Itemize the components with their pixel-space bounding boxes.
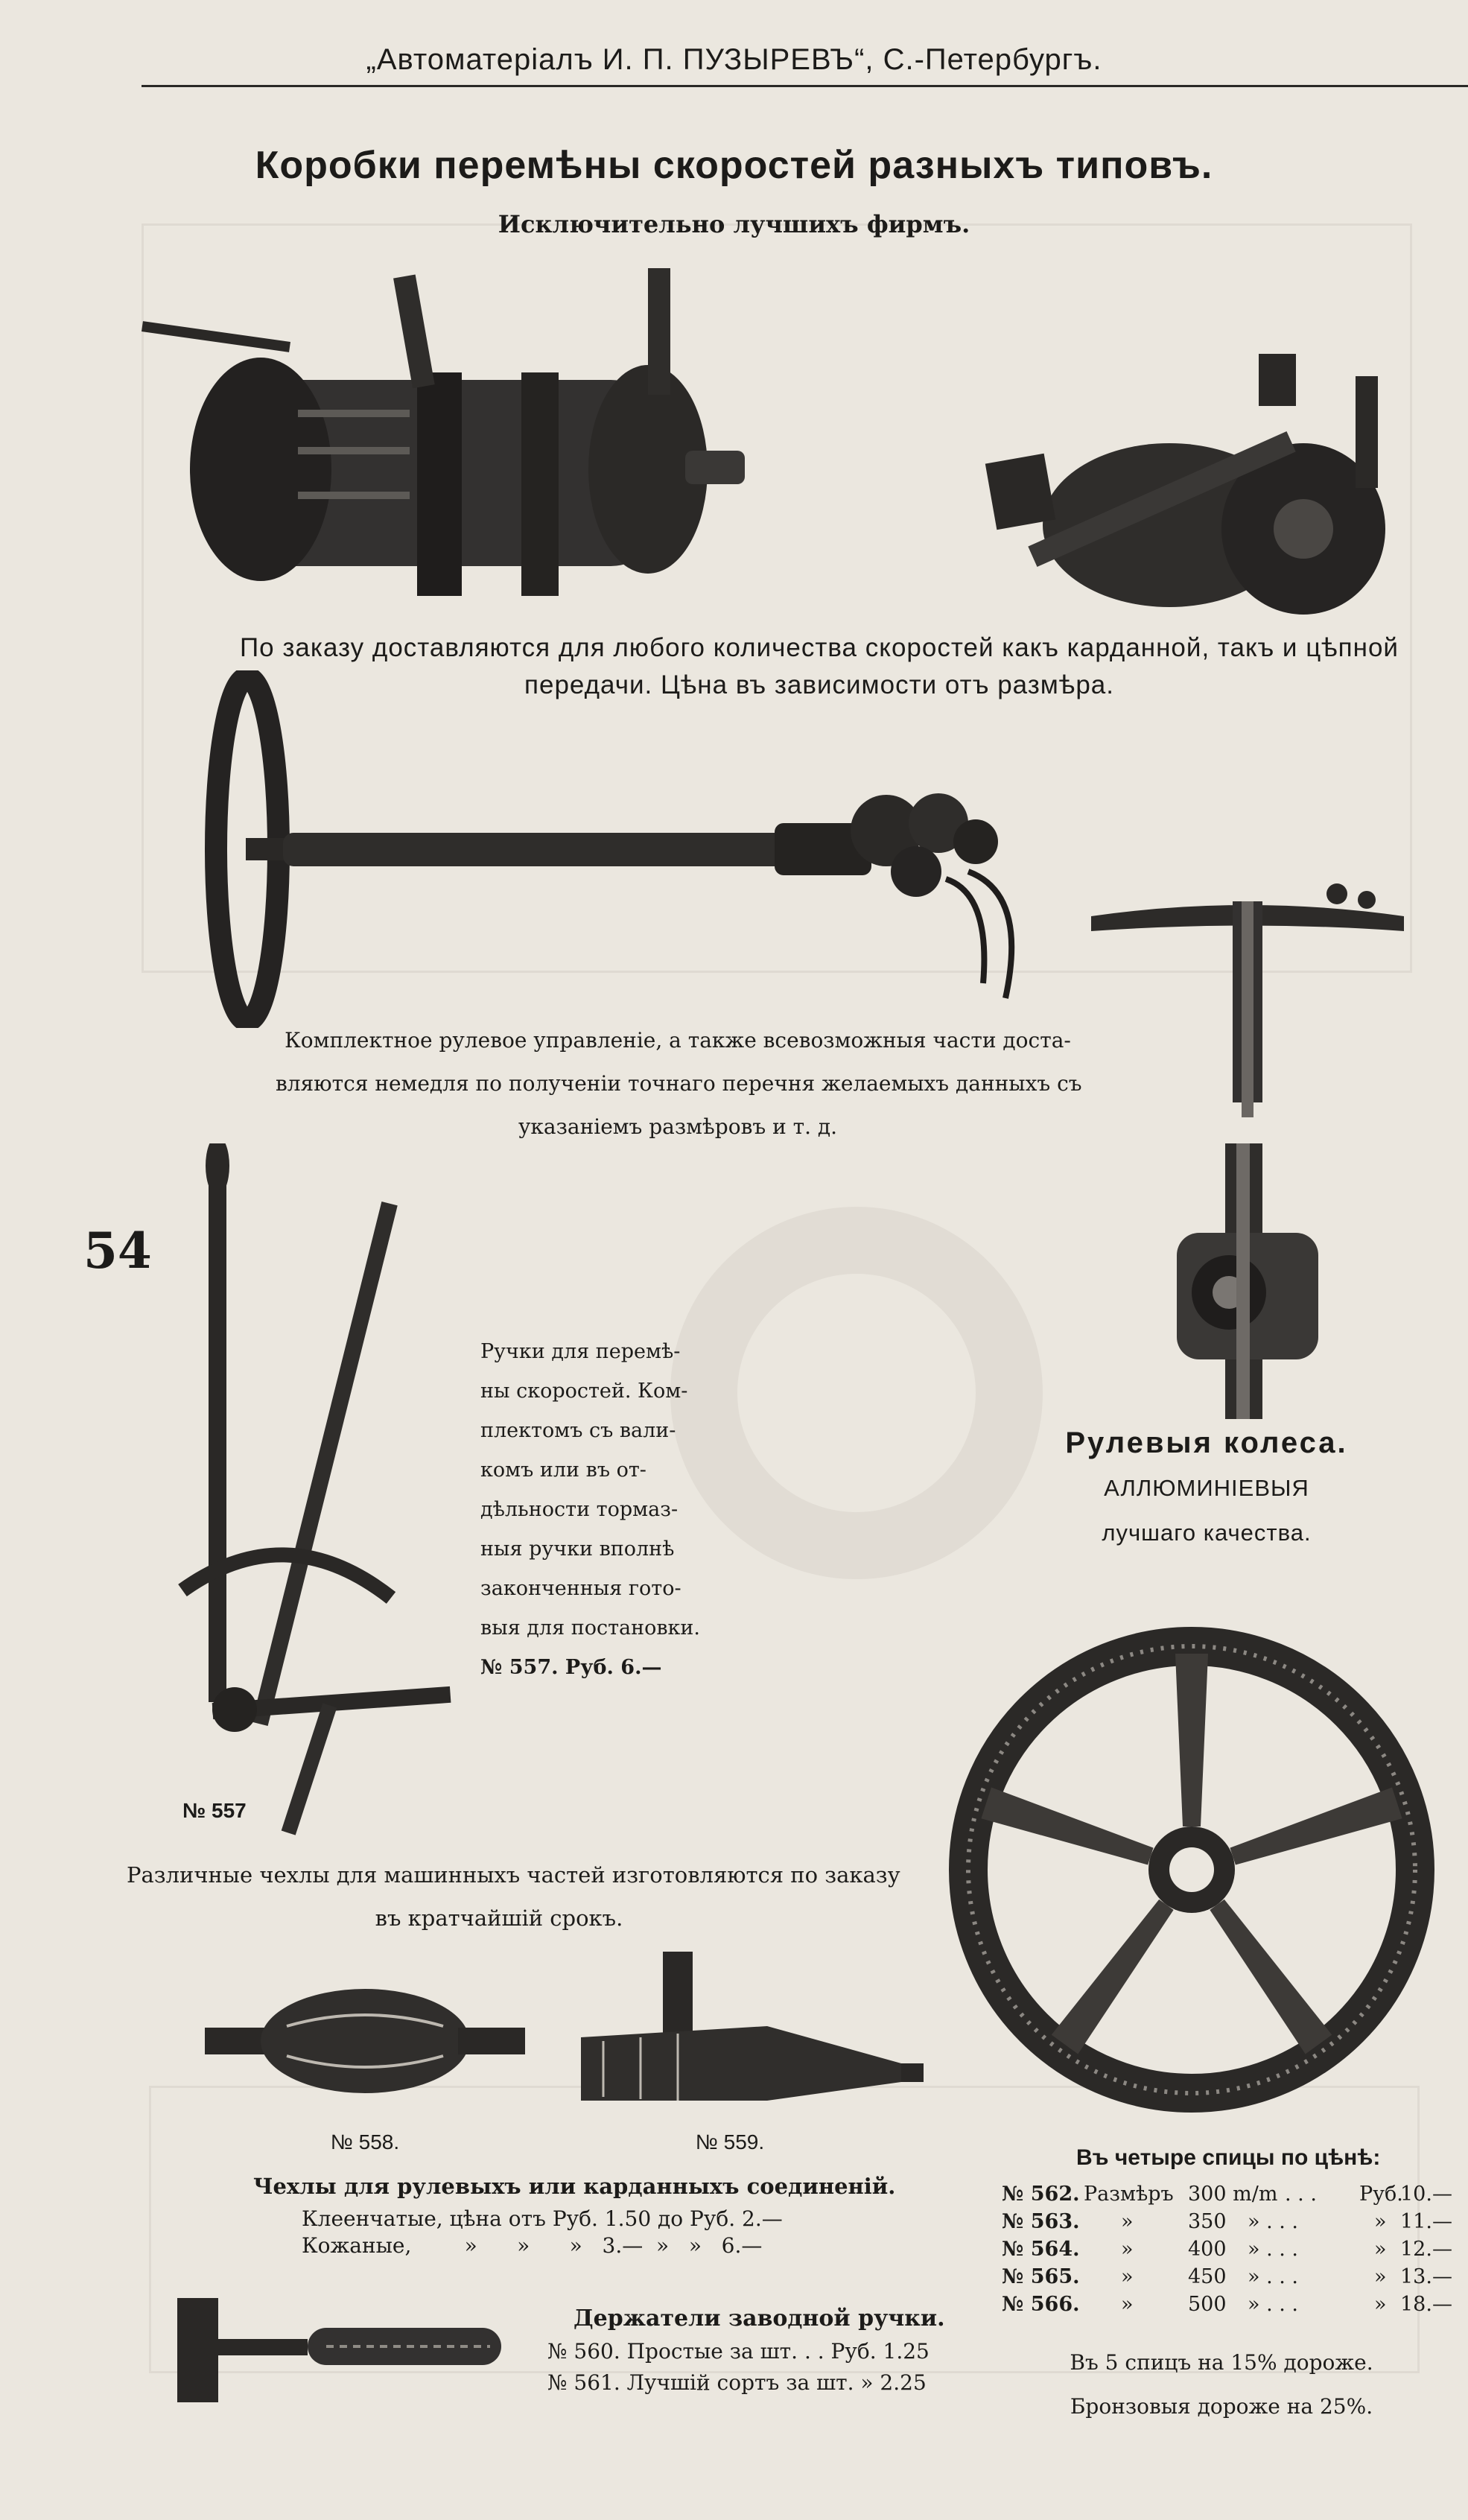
- steering-gear-part-image-bottom: [1162, 1143, 1333, 1419]
- row-number: № 565.: [1002, 2265, 1080, 2288]
- gearbox-note-line1: По заказу доставляются для любого количества скоростей какъ карданной, такъ и цѣпной: [240, 633, 1399, 662]
- row-currency: »: [1374, 2210, 1387, 2233]
- wheels-subtitle-line1: АЛЛЮМИНІЕВЫЯ: [1104, 1475, 1309, 1501]
- row-price: 11.—: [1400, 2210, 1452, 2233]
- covers-note-line2: въ кратчайшій срокъ.: [375, 1905, 623, 1931]
- steering-wheel-image: [946, 1624, 1437, 2116]
- row-dots: » . . .: [1248, 2238, 1299, 2261]
- row-currency: »: [1374, 2238, 1387, 2261]
- covers-row: Клеенчатые, цѣна отъ Руб. 1.50 до Руб. 2.—: [302, 2206, 783, 2231]
- gearbox-note-line2: передачи. Цѣна въ зависимости отъ размѣра.: [524, 670, 1114, 699]
- covers-note-line1: Различные чехлы для машинныхъ частей изготовляются по заказу: [127, 1862, 900, 1888]
- levers-line: ныя ручки вполнѣ: [480, 1537, 675, 1561]
- wheel-prices-title: Въ четыре спицы по цѣнѣ:: [1076, 2145, 1381, 2170]
- covers-row: Кожаные, » » » 3.— » » 6.—: [302, 2233, 763, 2258]
- row-dots: » . . .: [1248, 2210, 1299, 2233]
- row-price: 18.—: [1400, 2293, 1452, 2316]
- row-dots: . . .: [1285, 2183, 1317, 2206]
- levers-line: ны скоростей. Ком-: [480, 1380, 688, 1403]
- row-dots: » . . .: [1248, 2293, 1299, 2316]
- levers-caption: № 557: [182, 1799, 247, 1822]
- levers-line: комъ или въ от-: [480, 1459, 646, 1482]
- row-label: »: [1121, 2265, 1134, 2288]
- levers-line: дѣльности тормаз-: [480, 1498, 679, 1521]
- crank-holder-image: [177, 2298, 505, 2402]
- holders-row: № 561. Лучшій сортъ за шт. » 2.25: [547, 2370, 927, 2395]
- row-number: № 566.: [1002, 2293, 1080, 2316]
- row-size: 500: [1188, 2293, 1227, 2316]
- row-label: Размѣръ: [1084, 2183, 1174, 2206]
- covers-block-title: Чехлы для рулевыхъ или карданныхъ соединеній.: [253, 2174, 896, 2199]
- levers-description: [480, 1332, 701, 1687]
- running-header: „Автоматеріалъ И. П. ПУЗЫРЕВЪ“, С.-Петербургъ.: [366, 43, 1102, 76]
- row-number: № 562.: [1002, 2183, 1080, 2206]
- steering-note-line2: вляются немедля по полученіи точнаго перечня желаемыхъ данныхъ съ: [276, 1071, 1082, 1096]
- steering-note-line3: указаніемъ размѣровъ и т. д.: [518, 1114, 838, 1139]
- row-size: 450: [1188, 2265, 1227, 2288]
- steering-gear-part-image-top: [1084, 879, 1411, 1117]
- row-size: 350: [1188, 2210, 1227, 2233]
- levers-price: № 557. Руб. 6.—: [480, 1656, 662, 1679]
- caption-558: № 558.: [330, 2130, 400, 2154]
- holders-block-title: Держатели заводной ручки.: [573, 2305, 945, 2332]
- steering-column-image: [201, 670, 1050, 1028]
- page-number: 54: [83, 1222, 152, 1280]
- wheel-prices-note2: Бронзовыя дороже на 25%.: [1070, 2394, 1373, 2419]
- row-label: »: [1121, 2238, 1134, 2261]
- gearbox-small-image: [976, 339, 1408, 615]
- cover-558-image: [205, 1974, 525, 2108]
- caption-559: № 559.: [695, 2130, 765, 2154]
- row-size: 300 m/m: [1188, 2183, 1278, 2206]
- row-currency: »: [1374, 2265, 1387, 2288]
- levers-line: плектомъ съ вали-: [480, 1419, 676, 1442]
- header-rule: [142, 85, 1468, 87]
- levers-line: законченныя гото-: [480, 1577, 681, 1600]
- wheel-prices-note1: Въ 5 спицъ на 15% дороже.: [1070, 2350, 1373, 2375]
- row-currency: Руб.: [1359, 2183, 1403, 2206]
- wheels-title: Рулевыя колеса.: [1065, 1426, 1348, 1459]
- page-title: Коробки перемѣны скоростей разныхъ типовъ.: [255, 144, 1213, 187]
- row-dots: » . . .: [1248, 2265, 1299, 2288]
- row-label: »: [1121, 2293, 1134, 2316]
- steering-note-line1: Комплектное рулевое управленіе, а также всевозможныя части доста-: [285, 1028, 1071, 1053]
- row-price: 10.—: [1400, 2183, 1452, 2206]
- holders-row: № 560. Простые за шт. . . Руб. 1.25: [547, 2339, 930, 2364]
- gear-lever-image: [168, 1143, 480, 1844]
- page-subtitle: Исключительно лучшихъ фирмъ.: [498, 210, 970, 238]
- gearbox-large-image: [134, 268, 745, 618]
- row-price: 12.—: [1400, 2238, 1452, 2261]
- row-number: № 563.: [1002, 2210, 1080, 2233]
- row-currency: »: [1374, 2293, 1387, 2316]
- row-price: 13.—: [1400, 2265, 1452, 2288]
- row-size: 400: [1188, 2238, 1227, 2261]
- cover-559-image: [573, 1952, 924, 2116]
- row-label: »: [1121, 2210, 1134, 2233]
- levers-line: Ручки для перемѣ-: [480, 1340, 681, 1363]
- row-number: № 564.: [1002, 2238, 1080, 2261]
- levers-line: выя для постановки.: [480, 1616, 701, 1640]
- wheels-subtitle-line2: лучшаго качества.: [1102, 1520, 1312, 1546]
